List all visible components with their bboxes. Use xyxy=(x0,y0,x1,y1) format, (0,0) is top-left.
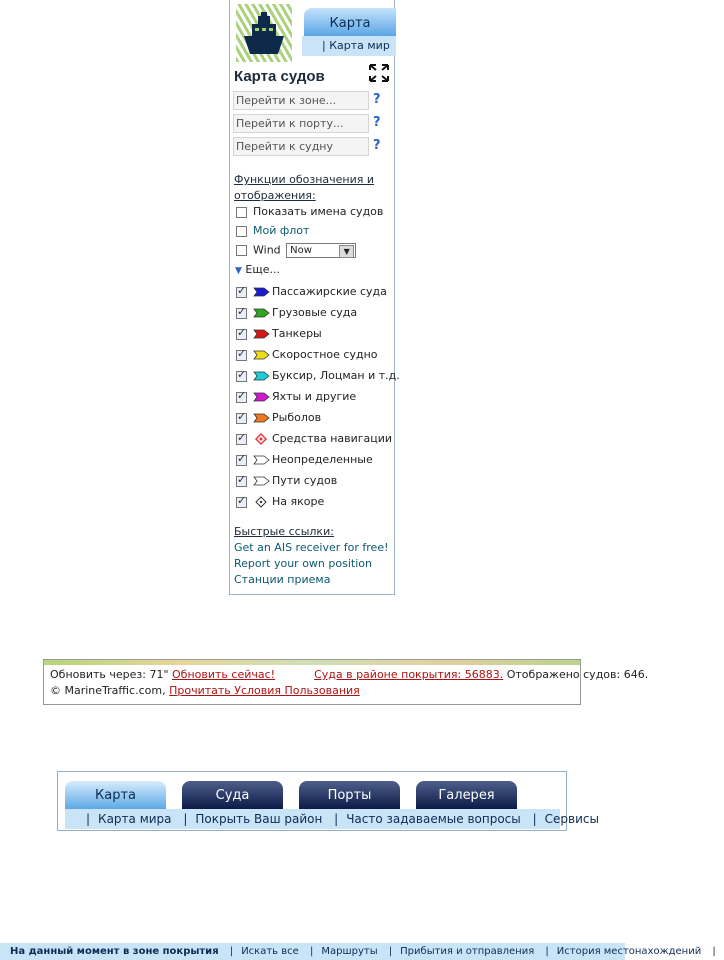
legend-label: Рыболов xyxy=(272,411,322,424)
legend-item[interactable] xyxy=(236,327,322,343)
wind-select-value: Now xyxy=(290,245,312,256)
legend-label: Пути судов xyxy=(272,474,338,487)
copyright: © MarineTraffic.com, xyxy=(50,684,166,697)
help-vessel-icon[interactable]: ? xyxy=(373,138,381,153)
vessel-flag-icon xyxy=(253,371,270,381)
vessels-shown: Отображено судов: 646. xyxy=(506,668,649,681)
tab-gallery[interactable]: Галерея xyxy=(416,781,517,809)
option-wind[interactable] xyxy=(236,243,356,259)
functions-heading-line1: Функции обозначения и xyxy=(234,173,374,186)
legend-checkbox[interactable] xyxy=(236,413,247,424)
tab-map[interactable]: Карта xyxy=(304,8,396,36)
nav-aid-diamond-icon xyxy=(253,434,270,444)
legend-checkbox[interactable] xyxy=(236,308,247,319)
show-names-checkbox[interactable] xyxy=(236,207,247,218)
help-zone-icon[interactable]: ? xyxy=(373,92,381,107)
legend-item[interactable] xyxy=(236,411,321,427)
legend-item[interactable] xyxy=(236,306,357,322)
legend-checkbox[interactable] xyxy=(236,371,247,382)
separator: | xyxy=(532,812,537,826)
sub-navigation xyxy=(65,809,599,829)
legend-checkbox[interactable] xyxy=(236,329,247,340)
separator: | xyxy=(388,946,393,957)
legend-item[interactable] xyxy=(236,390,356,406)
separator: | xyxy=(86,812,91,826)
my-fleet-checkbox[interactable] xyxy=(236,226,247,237)
more-toggle[interactable] xyxy=(235,263,280,279)
fullscreen-icon[interactable] xyxy=(369,64,389,86)
vessel-flag-icon xyxy=(253,413,270,423)
bottom-link-search-all[interactable]: Искать все xyxy=(241,946,299,957)
subnav-services[interactable]: Сервисы xyxy=(544,812,599,826)
map-strip xyxy=(44,660,580,665)
subnav-world-map[interactable]: | Карта мир xyxy=(302,36,396,56)
chevron-down-icon[interactable]: ▼ xyxy=(339,245,354,258)
separator: | xyxy=(334,812,339,826)
vessel-flag-icon xyxy=(253,308,270,318)
goto-port-input[interactable]: Перейти к порту... xyxy=(233,114,369,133)
status-bar xyxy=(43,659,649,705)
vessel-flag-icon xyxy=(253,287,270,297)
subnav-faq[interactable]: Часто задаваемые вопросы xyxy=(346,812,521,826)
legend-checkbox[interactable] xyxy=(236,287,247,298)
main-navigation xyxy=(57,771,599,831)
legend-item[interactable] xyxy=(236,285,387,301)
legend-label: Танкеры xyxy=(272,327,322,340)
vessel-flag-icon xyxy=(253,455,270,465)
subnav-cover-area[interactable]: Покрыть Ваш район xyxy=(195,812,323,826)
vessel-flag-icon xyxy=(253,476,270,486)
legend-item[interactable] xyxy=(236,474,337,490)
option-label: Wind xyxy=(253,243,281,257)
functions-heading-line2: отображения: xyxy=(234,189,316,202)
triangle-down-icon: ▼ xyxy=(235,266,242,276)
more-label: Еще... xyxy=(245,263,280,276)
terms-link[interactable]: Прочитать Условия Пользования xyxy=(169,684,360,697)
legend-checkbox[interactable] xyxy=(236,350,247,361)
separator: | xyxy=(229,946,234,957)
legend-item[interactable] xyxy=(236,495,324,511)
legend-label: Грузовые суда xyxy=(272,306,358,319)
legend-label: Яхты и другие xyxy=(272,390,357,403)
wind-checkbox[interactable] xyxy=(236,245,247,256)
vessel-flag-icon xyxy=(253,329,270,339)
option-label: Показать имена судов xyxy=(253,205,384,218)
bottom-link-routes[interactable]: Маршруты xyxy=(321,946,378,957)
legend-checkbox[interactable] xyxy=(236,476,247,487)
legend-checkbox[interactable] xyxy=(236,434,247,445)
tab-vessels[interactable]: Суда xyxy=(182,781,283,809)
bottom-link-history[interactable]: История местонахождений xyxy=(556,946,702,957)
option-my-fleet[interactable] xyxy=(236,224,309,240)
status-line-2 xyxy=(50,684,360,698)
anchored-diamond-icon xyxy=(253,497,270,507)
quick-link-report-position[interactable]: Report your own position xyxy=(234,557,372,570)
ship-logo-icon[interactable] xyxy=(236,4,292,62)
legend-item[interactable] xyxy=(236,369,400,385)
goto-zone-input[interactable]: Перейти к зоне... xyxy=(233,91,369,110)
legend-label: Средства навигации xyxy=(272,432,393,445)
separator: | xyxy=(545,946,549,957)
subnav-world-map[interactable]: Карта мира xyxy=(98,812,172,826)
help-port-icon[interactable]: ? xyxy=(373,115,381,130)
quick-link-ais-receiver[interactable]: Get an AIS receiver for free! xyxy=(234,541,389,554)
separator: | xyxy=(183,812,188,826)
vessel-flag-icon xyxy=(253,350,270,360)
tab-map[interactable]: Карта xyxy=(65,781,166,809)
wind-time-select[interactable] xyxy=(286,243,356,258)
bottom-link-coverage[interactable]: На данный момент в зоне покрытия xyxy=(10,946,219,957)
legend-label: Пассажирские суда xyxy=(272,285,387,298)
legend-label: На якоре xyxy=(272,495,325,508)
legend-checkbox[interactable] xyxy=(236,392,247,403)
legend-label: Скоростное судно xyxy=(272,348,378,361)
legend-item[interactable] xyxy=(236,348,378,364)
legend-item[interactable] xyxy=(236,432,392,448)
option-label: Мой флот xyxy=(253,224,310,237)
separator: | xyxy=(712,946,716,957)
legend-checkbox[interactable] xyxy=(236,497,247,508)
vessel-flag-icon xyxy=(253,392,270,402)
vessels-in-area-link[interactable]: Суда в районе покрытия: 56883. xyxy=(314,668,504,681)
map-side-panel xyxy=(229,0,400,595)
legend-label: Буксир, Лоцман и т.д. xyxy=(272,369,400,382)
bottom-nav-bar xyxy=(0,943,716,960)
page-title: Карта судов xyxy=(234,68,325,85)
legend-item[interactable] xyxy=(236,453,373,469)
legend-label: Неопределенные xyxy=(272,453,373,466)
bottom-link-arrivals[interactable]: Прибытия и отправления xyxy=(400,946,535,957)
goto-vessel-input[interactable]: Перейти к судну xyxy=(233,137,369,156)
option-show-names[interactable] xyxy=(236,205,383,221)
refresh-countdown: Обновить через: 71" xyxy=(50,668,169,681)
tab-ports[interactable]: Порты xyxy=(299,781,400,809)
separator: | xyxy=(309,946,314,957)
status-line-1 xyxy=(50,668,648,682)
functions-heading[interactable] xyxy=(234,172,374,204)
refresh-now-link[interactable]: Обновить сейчас! xyxy=(172,668,276,681)
quick-link-stations[interactable]: Станции приема xyxy=(234,573,331,586)
quick-links-heading: Быстрые ссылки: xyxy=(234,525,334,538)
legend-checkbox[interactable] xyxy=(236,455,247,466)
